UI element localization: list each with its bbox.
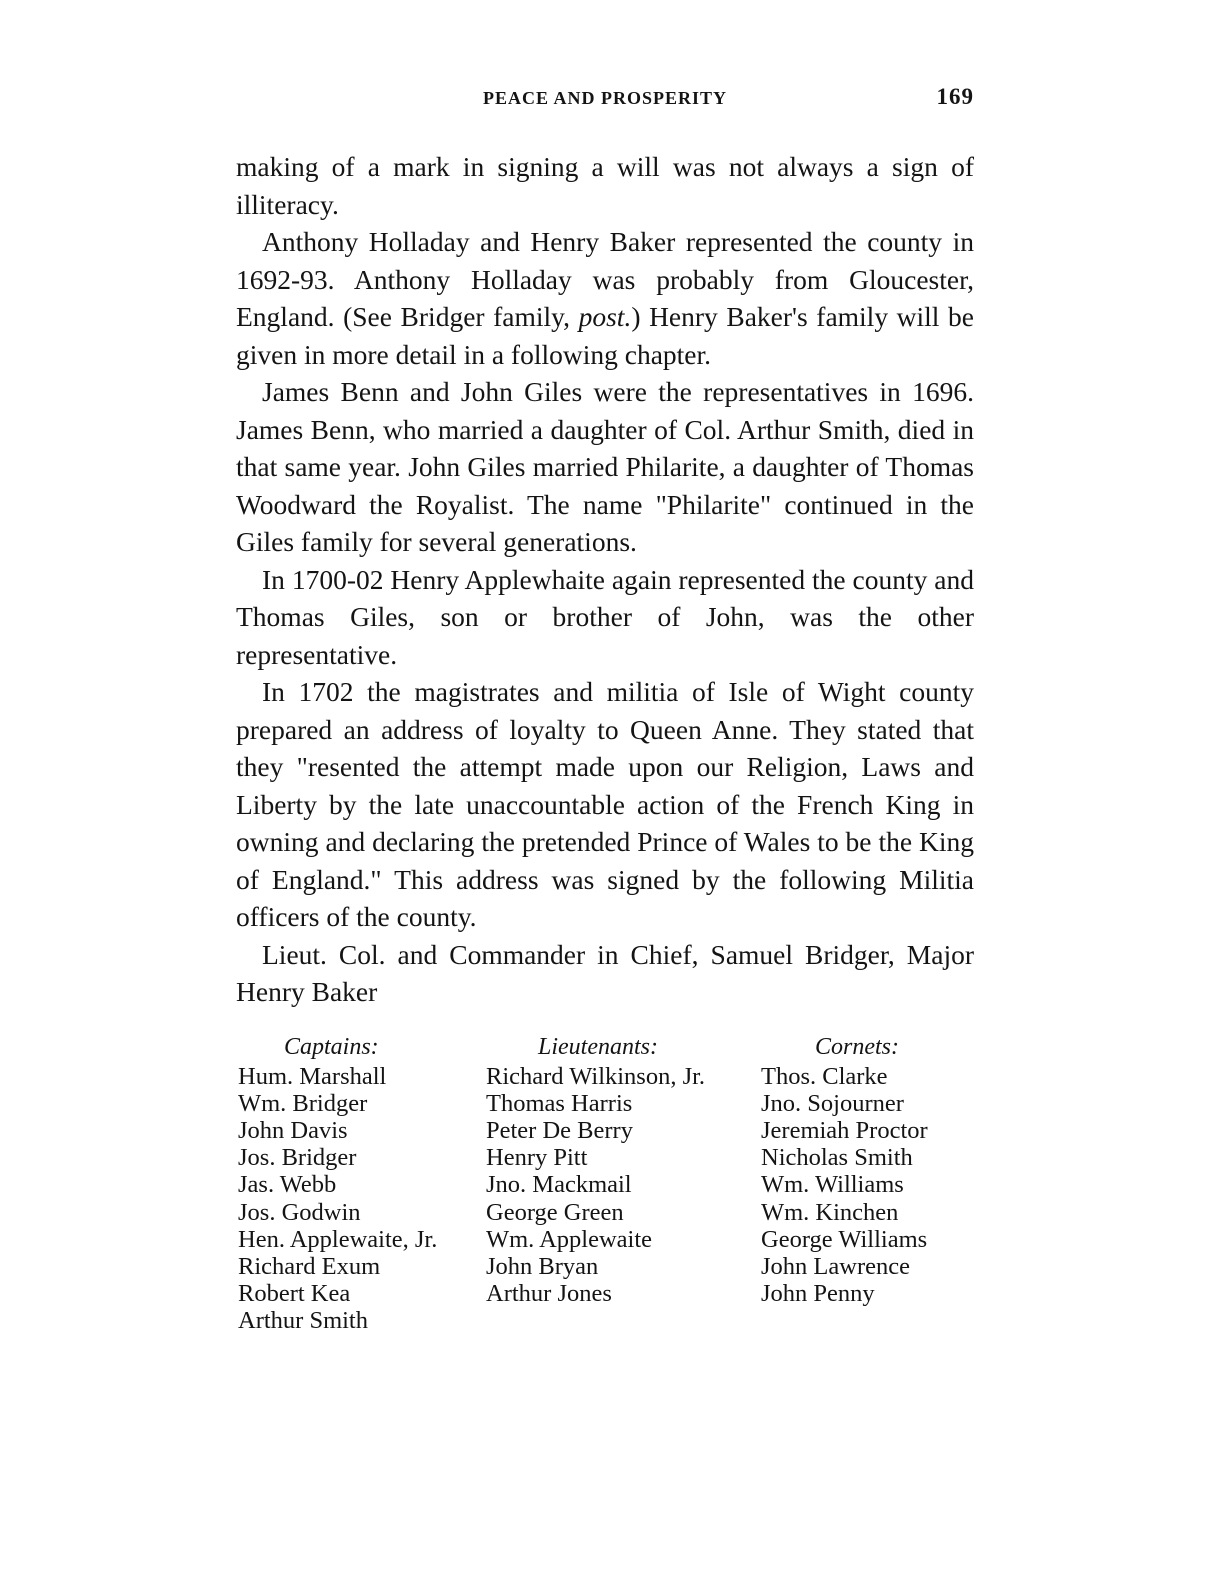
officer-name: Wm. Bridger xyxy=(238,1089,368,1117)
officer-name: Arthur Smith xyxy=(238,1307,368,1335)
captains-column xyxy=(238,1033,488,1335)
officer-name: Arthur Jones xyxy=(486,1280,612,1308)
lieutenants-heading: Lieutenants: xyxy=(538,1033,658,1060)
lieutenants-list xyxy=(486,1063,761,1308)
italic-post: post. xyxy=(578,301,632,332)
captains-list xyxy=(238,1063,488,1335)
captains-heading: Captains: xyxy=(284,1033,379,1060)
officer-name: Thos. Clarke xyxy=(761,1062,888,1090)
officer-name: Richard Wilkinson, Jr. xyxy=(486,1062,706,1090)
paragraph-holladay-baker: Anthony Holladay and Henry Baker represented the county in 1692-93. Anthony Holladay was probably from Gloucester, England. (See Bridger family, post.) Henry Baker's family will be given in more detail in a following chapter. xyxy=(236,226,974,370)
officer-name: George Green xyxy=(486,1198,624,1226)
paragraph-applewhaite: In 1700-02 Henry Applewhaite again represented the county and Thomas Giles, son or brother of John, was the other representative. xyxy=(236,563,974,670)
body-text xyxy=(236,148,974,1011)
officer-name: John Lawrence xyxy=(761,1252,910,1280)
officer-name: George Williams xyxy=(761,1225,928,1253)
officer-name: Henry Pitt xyxy=(486,1144,588,1172)
page-header xyxy=(236,84,974,116)
officer-name: Thomas Harris xyxy=(486,1089,633,1117)
officer-name: Jos. Godwin xyxy=(238,1198,361,1226)
cornets-column xyxy=(761,1033,976,1308)
officer-name: Nicholas Smith xyxy=(761,1144,913,1172)
paragraph-loyalty-address: In 1702 the magistrates and militia of Isle of Wight county prepared an address of loyalty to Queen Anne. They stated that they "resented the attempt made upon our Religion, Laws and Liberty by the late unaccountable action of the French King in owning and declaring the pretended Prince of Wales to be the King of England." This address was signed by the following Militia officers of the county. xyxy=(236,676,974,932)
officer-name: John Davis xyxy=(238,1116,348,1144)
officer-name: John Penny xyxy=(761,1280,875,1308)
cornets-list xyxy=(761,1063,976,1308)
officer-name: Peter De Berry xyxy=(486,1116,633,1144)
officer-name: Wm. Applewaite xyxy=(486,1225,653,1253)
cornets-heading: Cornets: xyxy=(815,1033,899,1060)
officer-name: Jeremiah Proctor xyxy=(761,1116,928,1144)
officer-name: Jas. Webb xyxy=(238,1171,337,1199)
page-number: 169 xyxy=(936,84,974,109)
officer-name: Robert Kea xyxy=(238,1280,351,1308)
officer-name: Jno. Sojourner xyxy=(761,1089,904,1117)
running-head: PEACE AND PROSPERITY xyxy=(482,88,728,108)
officer-name: Jos. Bridger xyxy=(238,1144,357,1172)
officer-name: Richard Exum xyxy=(238,1252,381,1280)
lieutenants-column xyxy=(486,1033,761,1308)
officer-name: Wm. Williams xyxy=(761,1171,904,1199)
officer-name: Jno. Mackmail xyxy=(486,1171,632,1199)
officer-name: John Bryan xyxy=(486,1252,599,1280)
officer-name: Hum. Marshall xyxy=(238,1062,387,1090)
book-page xyxy=(236,84,974,1335)
paragraph-continued: making of a mark in signing a will was not always a sign of illiteracy. xyxy=(236,151,974,220)
paragraph-commanders: Lieut. Col. and Commander in Chief, Samuel Bridger, Major Henry Baker xyxy=(236,938,974,1007)
paragraph-benn-giles: James Benn and John Giles were the representatives in 1696. James Benn, who married a daughter of Col. Arthur Smith, died in that same year. John Giles married Philarite, a daughter of Thomas Woodward the Royalist. The name "Philarite" continued in the Giles family for several generations. xyxy=(236,376,974,557)
officer-name: Wm. Kinchen xyxy=(761,1198,899,1226)
officer-name: Hen. Applewaite, Jr. xyxy=(238,1225,438,1253)
